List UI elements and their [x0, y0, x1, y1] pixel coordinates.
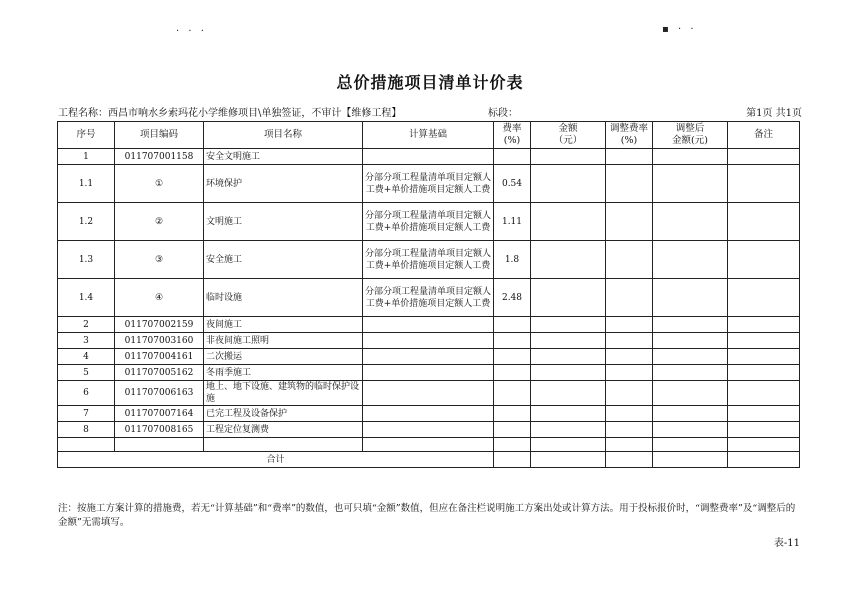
- cell-basis: 分部分项工程量清单项目定额人工费+单价措施项目定额人工费: [363, 203, 494, 241]
- col-seq: 序号: [58, 122, 115, 149]
- header-info: [58, 106, 802, 122]
- table-row: [58, 422, 800, 438]
- cell-seq: 4: [58, 349, 115, 365]
- col-basis: 计算基础: [363, 122, 494, 149]
- scan-mark-top-right: ▪ · ·: [662, 24, 697, 35]
- cell-adj-amount: [653, 203, 728, 241]
- col-code: 项目编码: [115, 122, 204, 149]
- cell-basis: [363, 349, 494, 365]
- cell-rate: [494, 452, 531, 468]
- cell-seq: 1.4: [58, 279, 115, 317]
- cell-adj-amount: [653, 438, 728, 452]
- cell-name: 二次搬运: [204, 349, 363, 365]
- table-row: [58, 165, 800, 203]
- project-label: 工程名称：: [58, 108, 108, 119]
- scan-mark-top-left: · · ·: [176, 26, 207, 37]
- cell-amount: [531, 317, 606, 333]
- cell-adj-rate: [606, 333, 653, 349]
- cell-amount: [531, 422, 606, 438]
- cell-amount: [531, 349, 606, 365]
- cell-code: ③: [115, 241, 204, 279]
- cell-adj-amount: [653, 279, 728, 317]
- table-row: [58, 406, 800, 422]
- cell-name: 安全文明施工: [204, 149, 363, 165]
- cell-adj-amount: [653, 317, 728, 333]
- cell-amount: [531, 406, 606, 422]
- col-adj-rate-label: 调整费率: [609, 123, 648, 134]
- cell-rate: [494, 317, 531, 333]
- cell-adj-rate: [606, 317, 653, 333]
- cell-rate: [494, 349, 531, 365]
- cell-adj-rate: [606, 349, 653, 365]
- cell-seq: 2: [58, 317, 115, 333]
- cell-name: 工程定位复测费: [204, 422, 363, 438]
- cell-name: 非夜间施工照明: [204, 333, 363, 349]
- cell-seq: 3: [58, 333, 115, 349]
- cell-adj-rate: [606, 165, 653, 203]
- cell-basis: [363, 149, 494, 165]
- cell-code: 011707004161: [115, 349, 204, 365]
- table-row: [58, 317, 800, 333]
- table-row: [58, 333, 800, 349]
- cell-rate: 2.48: [494, 279, 531, 317]
- cell-code: ④: [115, 279, 204, 317]
- cell-code: 011707008165: [115, 422, 204, 438]
- cell-adj-amount: [653, 365, 728, 381]
- cell-remark: [728, 241, 800, 279]
- cell-adj-amount: [653, 422, 728, 438]
- section-label: 标段：: [488, 108, 518, 119]
- cell-rate: [494, 406, 531, 422]
- cell-basis: 分部分项工程量清单项目定额人工费+单价措施项目定额人工费: [363, 165, 494, 203]
- cell-basis: [363, 438, 494, 452]
- cell-remark: [728, 279, 800, 317]
- cell-remark: [728, 406, 800, 422]
- cell-seq: 8: [58, 422, 115, 438]
- cell-adj-amount: [653, 241, 728, 279]
- cell-code: 011707006163: [115, 381, 204, 406]
- cell-seq: 5: [58, 365, 115, 381]
- table-row-blank: [58, 438, 800, 452]
- cell-adj-rate: [606, 241, 653, 279]
- cell-adj-rate: [606, 279, 653, 317]
- col-amount-label: 金额: [558, 123, 578, 134]
- col-adj-rate-unit: (%): [620, 135, 638, 146]
- cell-remark: [728, 452, 800, 468]
- col-adj-amount-label: 调整后: [675, 123, 705, 134]
- cell-basis: [363, 406, 494, 422]
- footnote: 注：按施工方案计算的措施费，若无“计算基础”和“费率”的数值，也可只填“金额”数值，但应在备注栏说明施工方案出处或计算方法。用于投标报价时，“调整费率”及“调整后的金额”无需填写。: [58, 503, 796, 528]
- cell-code: ②: [115, 203, 204, 241]
- cell-code: 011707003160: [115, 333, 204, 349]
- cell-basis: 分部分项工程量清单项目定额人工费+单价措施项目定额人工费: [363, 279, 494, 317]
- col-adj-rate: [606, 122, 653, 149]
- cell-amount: [531, 438, 606, 452]
- cell-basis: [363, 381, 494, 406]
- table-row: [58, 381, 800, 406]
- page-title: 总价措施项目清单计价表: [336, 73, 524, 92]
- cell-seq: 1.3: [58, 241, 115, 279]
- table-row: [58, 149, 800, 165]
- cell-seq: 1: [58, 149, 115, 165]
- form-number: 表-11: [773, 538, 800, 549]
- cell-adj-rate: [606, 203, 653, 241]
- cell-basis: [363, 333, 494, 349]
- cell-remark: [728, 438, 800, 452]
- cell-code: 011707007164: [115, 406, 204, 422]
- cell-name: [204, 438, 363, 452]
- cell-adj-rate: [606, 452, 653, 468]
- col-adj-amount: [653, 122, 728, 149]
- cell-rate: [494, 438, 531, 452]
- cell-adj-amount: [653, 406, 728, 422]
- table-row: [58, 349, 800, 365]
- cell-seq: [58, 438, 115, 452]
- cell-adj-amount: [653, 381, 728, 406]
- col-name: 项目名称: [204, 122, 363, 149]
- cell-remark: [728, 365, 800, 381]
- cell-amount: [531, 279, 606, 317]
- table-row: [58, 203, 800, 241]
- cell-remark: [728, 422, 800, 438]
- col-remark: 备注: [728, 122, 800, 149]
- cell-amount: [531, 241, 606, 279]
- cell-remark: [728, 317, 800, 333]
- table-row: [58, 365, 800, 381]
- col-rate-label: 费率: [502, 123, 522, 134]
- total-label: 合计: [58, 452, 494, 468]
- cell-adj-amount: [653, 349, 728, 365]
- cell-basis: [363, 422, 494, 438]
- total-adj-amount: [653, 452, 728, 468]
- cell-amount: [531, 203, 606, 241]
- cell-amount: [531, 333, 606, 349]
- cell-adj-amount: [653, 149, 728, 165]
- cell-rate: [494, 333, 531, 349]
- table-header-row: [58, 122, 800, 149]
- cell-basis: [363, 365, 494, 381]
- cell-basis: [363, 317, 494, 333]
- col-amount: [531, 122, 606, 149]
- cell-rate: [494, 149, 531, 165]
- cell-rate: [494, 422, 531, 438]
- cell-name: 安全施工: [204, 241, 363, 279]
- cell-amount: [531, 381, 606, 406]
- cell-name: 已完工程及设备保护: [204, 406, 363, 422]
- cell-adj-amount: [653, 333, 728, 349]
- measures-table: [57, 121, 800, 468]
- cell-adj-amount: [653, 165, 728, 203]
- col-amount-unit: （元）: [553, 135, 583, 146]
- col-rate-unit: (%): [503, 135, 521, 146]
- cell-remark: [728, 165, 800, 203]
- cell-name: 地上、地下设施、建筑物的临时保护设施: [204, 381, 363, 406]
- cell-amount: [531, 165, 606, 203]
- project-info: [58, 106, 401, 122]
- cell-seq: 1.2: [58, 203, 115, 241]
- cell-code: 011707002159: [115, 317, 204, 333]
- cell-code: ①: [115, 165, 204, 203]
- cell-seq: 7: [58, 406, 115, 422]
- cell-adj-rate: [606, 365, 653, 381]
- cell-rate: 1.8: [494, 241, 531, 279]
- cell-rate: [494, 365, 531, 381]
- cell-remark: [728, 381, 800, 406]
- page-number: 第1页 共1页: [746, 108, 802, 119]
- cell-rate: [494, 381, 531, 406]
- cell-seq: 6: [58, 381, 115, 406]
- cell-rate: 0.54: [494, 165, 531, 203]
- total-amount: [531, 452, 606, 468]
- cell-code: [115, 438, 204, 452]
- cell-name: 冬雨季施工: [204, 365, 363, 381]
- cell-name: 文明施工: [204, 203, 363, 241]
- table-total-row: [58, 452, 800, 468]
- cell-remark: [728, 349, 800, 365]
- cell-adj-rate: [606, 149, 653, 165]
- cell-remark: [728, 149, 800, 165]
- cell-adj-rate: [606, 438, 653, 452]
- cell-amount: [531, 365, 606, 381]
- cell-name: 夜间施工: [204, 317, 363, 333]
- cell-name: 临时设施: [204, 279, 363, 317]
- cell-adj-rate: [606, 381, 653, 406]
- table-row: [58, 241, 800, 279]
- table-row: [58, 279, 800, 317]
- cell-rate: 1.11: [494, 203, 531, 241]
- cell-adj-rate: [606, 422, 653, 438]
- cell-basis: 分部分项工程量清单项目定额人工费+单价措施项目定额人工费: [363, 241, 494, 279]
- col-rate: [494, 122, 531, 149]
- cell-code: 011707001158: [115, 149, 204, 165]
- cell-remark: [728, 333, 800, 349]
- cell-seq: 1.1: [58, 165, 115, 203]
- col-adj-amount-unit: 金额(元): [672, 135, 708, 146]
- cell-code: 011707005162: [115, 365, 204, 381]
- cell-amount: [531, 149, 606, 165]
- project-name: 西昌市响水乡索玛花小学维修项目\单独签证，不审计【维修工程】: [108, 108, 402, 119]
- cell-remark: [728, 203, 800, 241]
- cell-adj-rate: [606, 406, 653, 422]
- cell-name: 环境保护: [204, 165, 363, 203]
